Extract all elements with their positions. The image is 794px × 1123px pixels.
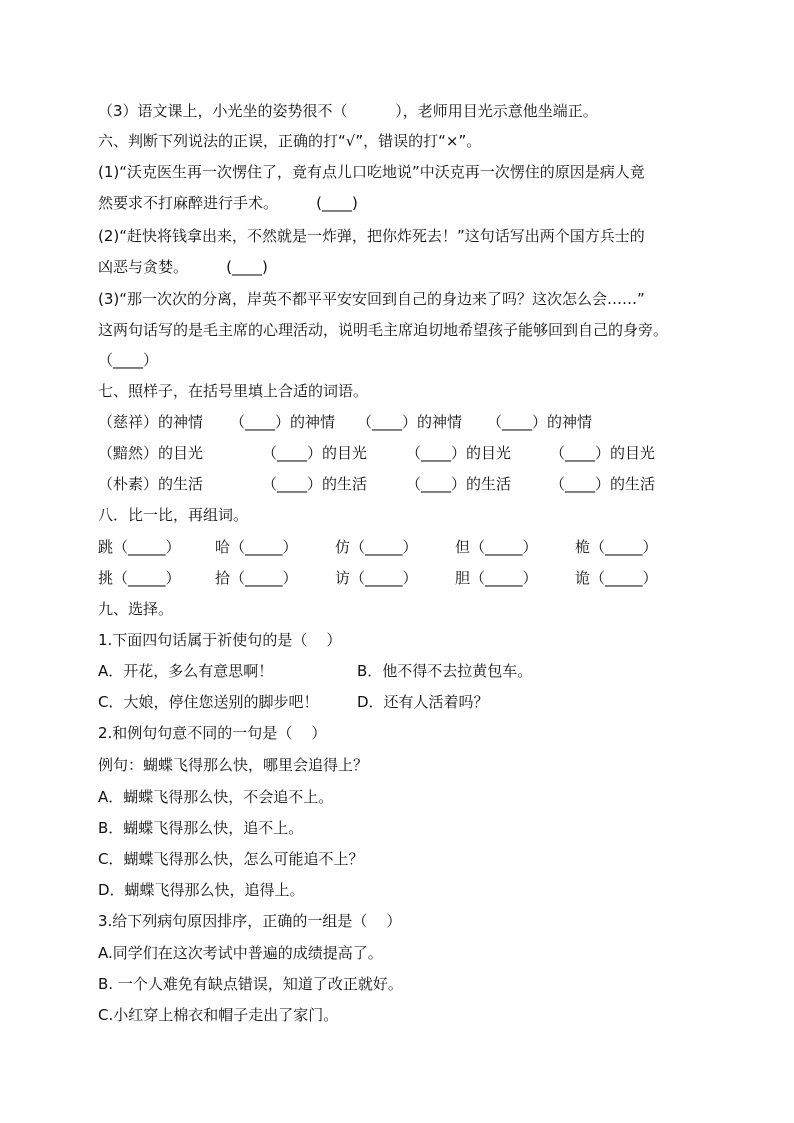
q9-3-question: 3.给下列病句原因排序，正确的一组是（ ） (98, 912, 402, 930)
q7-cell: （____）的生活 (406, 475, 512, 493)
q7-cell: （____）的目光 (406, 444, 512, 462)
q7-cell: （____）的目光 (550, 444, 656, 462)
q6-title: 六、判断下列说法的正误，正确的打“√”，错误的打“×”。 (98, 132, 482, 150)
q9-3-option-a: A.同学们在这次考试中普遍的成绩提高了。 (98, 944, 383, 962)
q7-cell: （____）的生活 (550, 475, 656, 493)
q8-cell: 诡（_____） (575, 569, 658, 587)
q5-item-3: （3）语文课上，小光坐的姿势很不（ ），老师用目光示意他坐端正。 (98, 102, 598, 120)
q9-1-option-b: B．他不得不去拉黄包车。 (357, 662, 533, 680)
q9-title: 九、选择。 (98, 600, 174, 618)
q8-cell: 访（_____） (335, 569, 418, 587)
q8-cell: 但（_____） (455, 538, 538, 556)
q9-1-option-a: A．开花，多么有意思啊！ (98, 662, 274, 680)
q6-item-2-line-1: (2)“赶快将钱拿出来，不然就是一炸弹，把你炸死去！”这句话写出两个国方兵士的 (98, 227, 645, 245)
q8-cell: 胆（_____） (455, 569, 538, 587)
q6-item-3-line-2: 这两句话写的是毛主席的心理活动，说明毛主席迫切地希望孩子能够回到自己的身旁。 (98, 321, 669, 339)
q8-cell: 挑（_____） (98, 569, 181, 587)
q6-item-3-line-3: （____） (98, 351, 159, 369)
q9-1-option-c: C．大娘，停住您送别的脚步吧！ (98, 693, 319, 711)
q8-title: 八．比一比，再组词。 (98, 506, 249, 524)
q7-cell: （____）的神情 (230, 413, 336, 431)
q7-cell: （____）的生活 (262, 475, 368, 493)
q7-cell: （____）的目光 (262, 444, 368, 462)
q9-2-option-d: D．蝴蝶飞得那么快，追得上。 (98, 881, 305, 899)
q9-2-example: 例句：蝴蝶飞得那么快，哪里会追得上？ (98, 756, 369, 774)
q7-cell: （慈祥）的神情 (98, 413, 204, 431)
q9-2-option-b: B．蝴蝶飞得那么快，追不上。 (98, 819, 304, 837)
q7-cell: （黯然）的目光 (98, 444, 204, 462)
q8-cell: 跳（_____） (98, 538, 181, 556)
q6-item-2-line-2: 凶恶与贪婪。 (____) (98, 258, 268, 276)
q7-title: 七、照样子，在括号里填上合适的词语。 (98, 382, 369, 400)
q9-1-option-d: D．还有人活着吗？ (357, 693, 489, 711)
q9-3-option-c: C.小红穿上棉衣和帽子走出了家门。 (98, 1006, 339, 1024)
q7-cell: （____）的神情 (487, 413, 593, 431)
q9-3-option-b: B. 一个人难免有缺点错误，知道了改正就好。 (98, 975, 403, 993)
q9-2-option-a: A．蝴蝶飞得那么快，不会追不上。 (98, 788, 334, 806)
q8-cell: 桅（_____） (575, 538, 658, 556)
q6-item-1-line-2: 然要求不打麻醉进行手术。 (____) (98, 194, 358, 212)
q9-2-question: 2.和例句句意不同的一句是（ ） (98, 724, 327, 742)
q7-cell: （朴素）的生活 (98, 475, 204, 493)
q9-1-question: 1.下面四句话属于祈使句的是（ ） (98, 631, 342, 649)
q9-2-option-c: C．蝴蝶飞得那么快，怎么可能追不上？ (98, 850, 364, 868)
q6-item-1-line-1: (1)“沃克医生再一次愣住了，竟有点儿口吃地说”中沃克再一次愣住的原因是病人竟 (98, 163, 645, 181)
q8-cell: 哈（_____） (215, 538, 298, 556)
q6-item-3-line-1: (3)“那一次次的分离，岸英不都平平安安回到自己的身边来了吗？这次怎么会……” (98, 290, 645, 308)
q7-cell: （____）的神情 (357, 413, 463, 431)
q8-cell: 拾（_____） (215, 569, 298, 587)
q8-cell: 仿（_____） (335, 538, 418, 556)
